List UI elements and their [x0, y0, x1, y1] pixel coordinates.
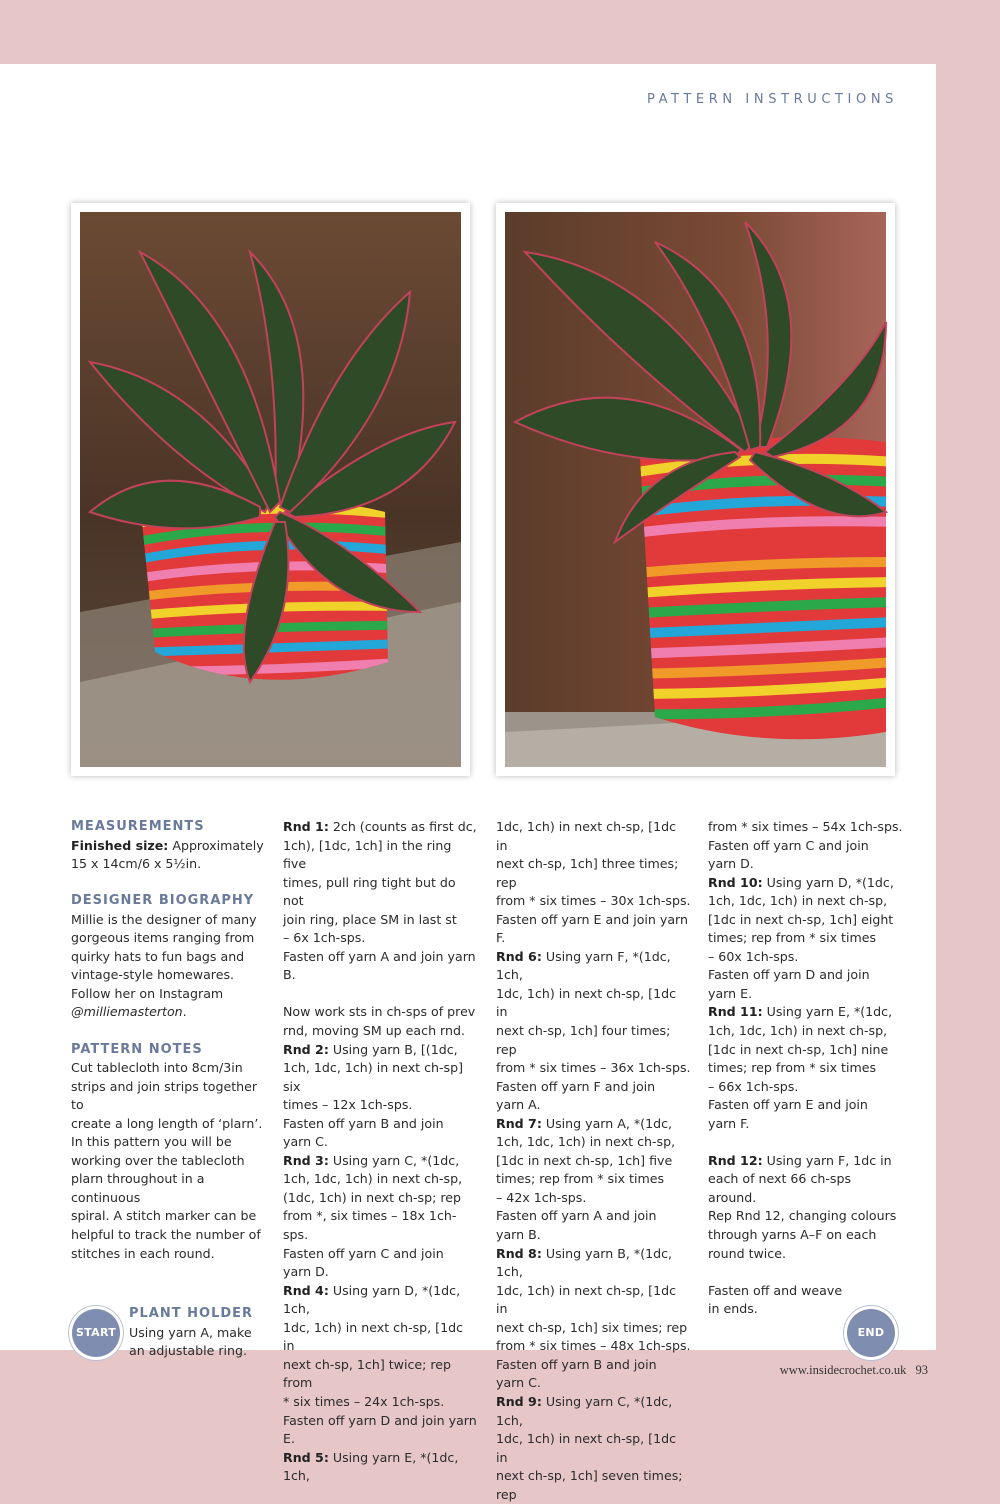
instruction-line — [496, 1152, 691, 1171]
instruction-line — [708, 1152, 903, 1171]
instruction-text: Using yarn D, *(1dc, 1ch, — [283, 1282, 461, 1317]
plant-holder-heading: PLANT HOLDER — [129, 1306, 254, 1321]
notes-line: spiral. A stitch marker can be — [71, 1208, 257, 1224]
instruction-text: Using yarn C, *(1dc, 1ch, — [496, 1393, 673, 1428]
plant-intro-line: Using yarn A, make — [129, 1324, 252, 1340]
bio-line: Millie is the designer of many — [71, 911, 257, 927]
instruction-text: 1ch, 1dc, 1ch) in next ch-sp] six — [283, 1060, 464, 1094]
instruction-text: 1ch, 1dc, 1ch) in next ch-sp, — [708, 893, 888, 909]
instruction-line — [708, 966, 903, 985]
plant-holder-image-1 — [80, 212, 461, 767]
plant-holder-image-2 — [505, 212, 886, 767]
instruction-line — [708, 1115, 903, 1134]
instruction-text: next ch-sp, 1ch] seven times; rep — [496, 1468, 683, 1502]
instruction-text: each of next 66 ch-sps around. — [708, 1171, 852, 1205]
instruction-text: Using yarn F, *(1dc, 1ch, — [496, 948, 671, 983]
instruction-line — [708, 1207, 903, 1226]
instruction-line — [283, 1245, 478, 1264]
instruction-line — [708, 1078, 903, 1097]
notes-line: create a long length of ‘plarn’. — [71, 1115, 263, 1131]
instruction-text: next ch-sp, 1ch] six times; rep — [496, 1319, 688, 1335]
instruction-text: times, pull ring tight but do not — [283, 874, 456, 909]
instruction-line — [496, 1096, 691, 1115]
instruction-text: Using yarn E, *(1dc, 1ch, — [283, 1449, 459, 1484]
round-label: Rnd 2: — [283, 1041, 329, 1057]
instruction-line — [283, 1449, 478, 1486]
instruction-text: 1dc, 1ch) in next ch-sp, [1dc in — [496, 1431, 677, 1465]
instruction-line — [283, 1189, 478, 1208]
instruction-text: – 66x 1ch-sps. — [708, 1078, 799, 1094]
instruction-text: next ch-sp, 1ch] three times; rep — [496, 856, 679, 890]
footer-website: www.insidecrochet.co.uk — [779, 1363, 907, 1377]
instruction-line — [496, 1189, 691, 1208]
instruction-text: 1dc, 1ch) in next ch-sp, [1dc in — [496, 819, 677, 853]
instruction-text: Fasten off yarn E and join yarn F. — [496, 911, 688, 946]
instruction-text: – 42x 1ch-sps. — [496, 1189, 587, 1205]
instruction-text: 1dc, 1ch) in next ch-sp, [1dc in — [496, 1282, 677, 1317]
plant-intro-line: an adjustable ring. — [129, 1343, 248, 1359]
instruction-line — [283, 874, 478, 911]
instruction-text: Now work sts in ch-sps of prev — [283, 1004, 476, 1020]
instruction-text: Using yarn B, *(1dc, 1ch, — [496, 1245, 673, 1280]
round-label: Rnd 6: — [496, 948, 542, 964]
notes-line: helpful to track the number of — [71, 1227, 261, 1243]
instruction-text: Using yarn D, *(1dc, — [762, 874, 894, 890]
notes-line: stitches in each round. — [71, 1245, 215, 1261]
instruction-line — [283, 818, 478, 837]
notes-line: strips and join strips together to — [71, 1078, 258, 1113]
instruction-text: from * six times – 36x 1ch-sps. — [496, 1060, 691, 1076]
instruction-text: Fasten off yarn C and join — [283, 1245, 444, 1261]
notes-line: working over the tablecloth — [71, 1152, 245, 1168]
instruction-text: times – 12x 1ch-sps. — [283, 1097, 413, 1113]
bio-line: vintage-style homewares. — [71, 967, 235, 983]
instruction-text: from * six times – 54x 1ch-sps. — [708, 819, 903, 834]
instruction-line — [496, 818, 691, 855]
instruction-line — [496, 1282, 691, 1319]
instruction-line — [496, 1115, 691, 1134]
instruction-text: join ring, place SM in last st — [283, 911, 457, 927]
instruction-line — [496, 1133, 691, 1152]
instruction-text: Using yarn A, *(1dc, — [541, 1115, 673, 1131]
instruction-text: in ends. — [708, 1301, 758, 1317]
instruction-line — [283, 1059, 478, 1096]
instruction-text: yarn B. — [496, 1227, 541, 1243]
instruction-text: * six times – 24x 1ch-sps. — [283, 1393, 445, 1409]
instruction-text: 1ch, 1dc, 1ch) in next ch-sp, — [708, 1023, 888, 1039]
instruction-line — [708, 1170, 903, 1207]
instruction-text: rnd, moving SM up each rnd. — [283, 1023, 465, 1039]
finished-size-label: Finished size: — [71, 837, 169, 853]
instruction-line — [496, 1059, 691, 1078]
instruction-text: 1dc, 1ch) in next ch-sp, [1dc in — [496, 985, 677, 1020]
instruction-text: Fasten off yarn B and join — [496, 1356, 657, 1372]
bio-line: Follow her on Instagram — [71, 985, 224, 1001]
instagram-handle-line — [71, 1003, 266, 1022]
instruction-line — [283, 1319, 478, 1356]
instruction-text: round twice. — [708, 1245, 786, 1261]
start-badge: START — [72, 1309, 120, 1357]
instruction-line — [283, 1133, 478, 1152]
instruction-line — [496, 855, 691, 892]
instruction-line — [283, 1207, 478, 1244]
instruction-line — [708, 1245, 903, 1264]
instruction-line — [496, 1356, 691, 1375]
instruction-text: [1dc in next ch-sp, 1ch] eight — [708, 911, 894, 927]
instruction-line — [283, 1041, 478, 1060]
instruction-text: times; rep from * six times — [708, 1060, 877, 1076]
instruction-line — [496, 985, 691, 1022]
column-1 — [71, 818, 266, 1263]
instruction-line — [496, 1022, 691, 1059]
bio-period: . — [182, 1004, 187, 1020]
instruction-line — [708, 1059, 903, 1078]
instruction-line — [708, 911, 903, 930]
instruction-line — [496, 1245, 691, 1282]
instruction-line — [708, 818, 903, 837]
round-label: Rnd 12: — [708, 1152, 763, 1168]
instruction-line — [708, 1226, 903, 1245]
instruction-line — [708, 985, 903, 1004]
instruction-line — [283, 1170, 478, 1189]
notes-line: Cut tablecloth into 8cm/3in — [71, 1060, 243, 1076]
instruction-text: next ch-sp, 1ch] twice; rep from — [283, 1356, 452, 1391]
instruction-text: from *, six times – 18x 1ch-sps. — [283, 1208, 457, 1243]
round-label: Rnd 5: — [283, 1449, 329, 1465]
instruction-line — [283, 1003, 478, 1022]
instruction-text: yarn E. — [708, 985, 753, 1001]
page-number: 93 — [915, 1363, 928, 1377]
instruction-line — [708, 837, 903, 856]
instruction-text: Using yarn E, *(1dc, — [762, 1004, 893, 1020]
designer-bio-heading: DESIGNER BIOGRAPHY — [71, 893, 255, 909]
instruction-text: [1dc in next ch-sp, 1ch] five — [496, 1152, 673, 1168]
instruction-line — [708, 855, 903, 874]
instruction-text: yarn C. — [496, 1375, 541, 1391]
notes-line: plarn throughout in a continuous — [71, 1171, 205, 1205]
instruction-text: [1dc in next ch-sp, 1ch] nine — [708, 1041, 889, 1057]
instruction-text: yarn F. — [708, 1115, 750, 1131]
pattern-notes-heading: PATTERN NOTES — [71, 1041, 203, 1057]
finished-size-text: Approximately — [168, 837, 264, 853]
round-label: Rnd 7: — [496, 1115, 542, 1131]
instruction-text: 1ch, 1dc, 1ch) in next ch-sp, — [283, 1171, 463, 1187]
instruction-text: 1dc, 1ch) in next ch-sp, [1dc in — [283, 1319, 464, 1354]
instagram-handle: @milliemasterton — [71, 1004, 183, 1020]
finished-size-dimensions: 15 x 14cm/6 x 5½in. — [71, 856, 202, 872]
instruction-line — [708, 1282, 903, 1301]
instruction-line — [283, 1263, 478, 1282]
instruction-line — [496, 1078, 691, 1097]
round-label: Rnd 9: — [496, 1393, 542, 1409]
finished-size-line — [71, 837, 266, 856]
instruction-line — [496, 948, 691, 985]
instruction-text: Fasten off yarn B and join — [283, 1115, 444, 1131]
instruction-text: (1dc, 1ch) in next ch-sp; rep — [283, 1189, 461, 1205]
instruction-text: 1ch), [1dc, 1ch] in the ring five — [283, 837, 452, 872]
instruction-line — [496, 1207, 691, 1226]
instruction-text: Fasten off yarn A and join yarn B. — [283, 948, 476, 983]
pattern-notes-text — [71, 1059, 266, 1263]
plant-holder-section — [129, 1305, 279, 1361]
round-label: Rnd 11: — [708, 1004, 763, 1020]
instruction-text: Fasten off yarn C and join — [708, 837, 869, 853]
instruction-text: through yarns A–F on each — [708, 1227, 877, 1243]
instruction-text: – 60x 1ch-sps. — [708, 948, 799, 964]
instruction-line — [283, 948, 478, 985]
round-label: Rnd 1: — [283, 819, 329, 834]
instruction-line — [708, 1041, 903, 1060]
instruction-text: Fasten off and weave — [708, 1282, 843, 1298]
column-3 — [496, 818, 691, 1504]
column-2 — [283, 818, 478, 1486]
instruction-text: next ch-sp, 1ch] four times; rep — [496, 1023, 671, 1057]
instruction-line — [496, 911, 691, 948]
instruction-line — [283, 1282, 478, 1319]
instruction-text: from * six times – 48x 1ch-sps. — [496, 1338, 691, 1354]
end-badge: END — [847, 1309, 895, 1357]
instruction-line — [708, 1096, 903, 1115]
instruction-text: yarn D. — [708, 856, 754, 872]
instruction-line — [283, 1115, 478, 1134]
instruction-line — [708, 929, 903, 948]
instruction-line — [283, 1152, 478, 1171]
instruction-line — [496, 1393, 691, 1430]
instruction-line — [283, 1393, 478, 1412]
instruction-text: from * six times – 30x 1ch-sps. — [496, 893, 691, 909]
photo-small-plant-holder — [71, 203, 470, 776]
instruction-line — [283, 1412, 478, 1449]
instruction-line — [283, 837, 478, 874]
notes-line: In this pattern you will be — [71, 1134, 232, 1150]
instruction-text: Using yarn B, [(1dc, — [328, 1041, 458, 1057]
photo-tall-plant-holder — [496, 203, 895, 776]
round-label: Rnd 4: — [283, 1282, 329, 1298]
instruction-text: – 6x 1ch-sps. — [283, 930, 366, 946]
instruction-text: Fasten off yarn E and join — [708, 1097, 868, 1113]
round-label: Rnd 8: — [496, 1245, 542, 1261]
instruction-line — [708, 892, 903, 911]
instruction-line — [496, 1170, 691, 1189]
instruction-text: Using yarn F, 1dc in — [762, 1152, 892, 1168]
bio-line: quirky hats to fun bags and — [71, 948, 245, 964]
instruction-line — [496, 1374, 691, 1393]
instruction-line — [496, 1430, 691, 1467]
instruction-text: 2ch (counts as first dc, — [328, 819, 477, 834]
instruction-line — [283, 1096, 478, 1115]
instruction-text: times; rep from * six times — [708, 930, 877, 946]
column-4 — [708, 818, 903, 1319]
instruction-line — [708, 948, 903, 967]
section-title: PATTERN INSTRUCTIONS — [646, 92, 898, 107]
instruction-text: Fasten off yarn A and join — [496, 1208, 657, 1224]
bio-line: gorgeous items ranging from — [71, 930, 255, 946]
instruction-line — [496, 892, 691, 911]
footer — [780, 1363, 928, 1378]
instruction-line — [708, 1003, 903, 1022]
designer-bio-text — [71, 911, 266, 1004]
instruction-text: 1ch, 1dc, 1ch) in next ch-sp, — [496, 1134, 676, 1150]
instruction-line — [496, 1226, 691, 1245]
instruction-line — [708, 874, 903, 893]
instruction-text: times; rep from * six times — [496, 1171, 665, 1187]
round-label: Rnd 10: — [708, 874, 763, 890]
round-label: Rnd 3: — [283, 1152, 329, 1168]
instruction-line — [708, 1022, 903, 1041]
instruction-text: Rep Rnd 12, changing colours — [708, 1208, 897, 1224]
instruction-line — [283, 929, 478, 948]
instruction-line — [283, 911, 478, 930]
instruction-text: Fasten off yarn F and join — [496, 1078, 656, 1094]
instruction-text: yarn D. — [283, 1264, 329, 1280]
instruction-line — [496, 1337, 691, 1356]
measurements-heading: MEASUREMENTS — [71, 819, 205, 834]
instruction-line — [283, 1022, 478, 1041]
instruction-line — [496, 1467, 691, 1504]
plant-holder-intro — [129, 1324, 279, 1361]
instruction-text: Using yarn C, *(1dc, — [328, 1152, 460, 1168]
instruction-text: Fasten off yarn D and join yarn E. — [283, 1412, 477, 1447]
instruction-line — [283, 1356, 478, 1393]
instruction-text: Fasten off yarn D and join — [708, 967, 870, 983]
instruction-text: yarn C. — [283, 1134, 328, 1150]
instruction-text: yarn A. — [496, 1097, 541, 1113]
instruction-line — [496, 1319, 691, 1338]
